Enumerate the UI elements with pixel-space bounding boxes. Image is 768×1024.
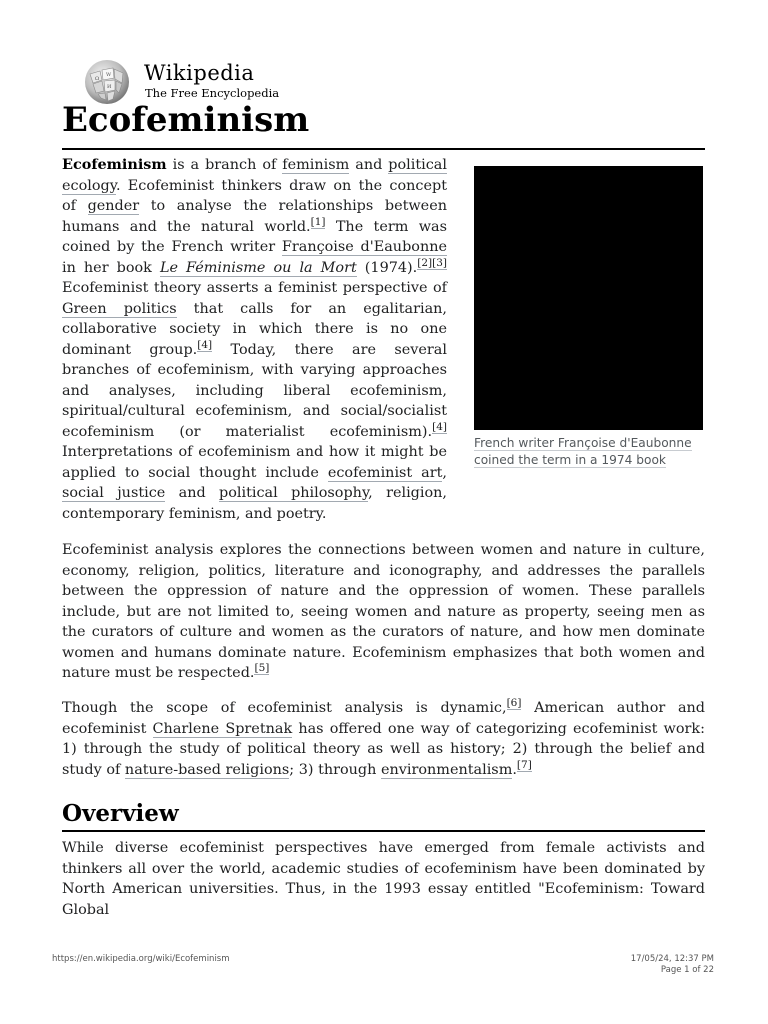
link-francoise-deaubonne[interactable]: Françoise d'Eaubonne (281, 239, 447, 255)
link-social-justice[interactable]: social justice (62, 485, 166, 501)
citation-ref[interactable]: [6] (506, 697, 522, 710)
print-footer-url: https://en.wikipedia.org/wiki/Ecofeminism (52, 954, 230, 964)
caption-line-2: coined the term in a 1974 book (474, 453, 666, 467)
citation-ref[interactable]: [3] (432, 256, 447, 269)
overview-paragraph: While diverse ecofeminist perspectives have emerged from female activists and thinkers all over the world, academic studies of ecofeminism have been dominated by North American universities. Thus, in the 1993 essay entitled "Ecofeminism: Toward Global (62, 840, 705, 918)
svg-text:W: W (106, 72, 112, 78)
link-book-title[interactable]: Le Féminisme ou la Mort (159, 259, 357, 276)
citation-ref[interactable]: [5] (254, 662, 270, 675)
portrait-image[interactable] (474, 166, 703, 430)
caption-line-1[interactable]: French writer Françoise d'Eaubonne (474, 436, 692, 450)
link-charlene-spretnak[interactable]: Charlene Spretnak (152, 720, 293, 737)
link-gender[interactable]: gender (87, 198, 140, 214)
svg-text:Ω: Ω (95, 76, 100, 82)
link-environmentalism[interactable]: environmentalism (380, 761, 513, 778)
figure-caption (474, 435, 703, 469)
section-divider (62, 830, 705, 832)
page-title: Ecofeminism (62, 100, 310, 140)
citation-ref[interactable]: [4] (197, 338, 213, 351)
link-political-ecology[interactable]: political ecology (62, 157, 447, 194)
link-ecofeminist-art[interactable]: ecofeminist art (327, 464, 443, 481)
citation-ref[interactable]: [2] (417, 256, 433, 269)
analysis-paragraph: Ecofeminist analysis explores the connections between women and nature in culture, economy, religion, politics, literature and iconography, and addresses the parallels between the oppression of nature and the oppression of women. These parallels include, but are not limited to, seeing women and nature as property, seeing men as the curators of culture and women as the curators of nature, and how men dominate women and humans dominate nature. Ecofeminism emphasizes that both women and nature must be respected.[5] (62, 542, 705, 681)
link-nature-based-religions[interactable]: nature-based religions (124, 761, 290, 778)
print-footer-meta (631, 954, 714, 976)
link-feminism[interactable]: feminism (282, 157, 350, 173)
print-datetime: 17/05/24, 12:37 PM (630, 954, 714, 964)
section-heading-overview: Overview (62, 800, 179, 827)
citation-ref[interactable]: [4] (432, 420, 447, 433)
link-political-philosophy[interactable]: political philosophy (219, 485, 369, 501)
lead-term: Ecofeminism (62, 156, 167, 173)
wikipedia-tagline: The Free Encyclopedia (145, 86, 280, 100)
citation-ref[interactable]: [7] (516, 758, 532, 771)
infobox-figure (474, 166, 703, 469)
wikipedia-logo[interactable] (82, 58, 292, 106)
title-divider (62, 148, 705, 150)
wikipedia-wordmark: Wikipedia (144, 61, 255, 85)
scope-paragraph: Though the scope of ecofeminist analysis is dynamic,[6] American author and ecofeminist Charlene Spretnak has offered one way of categorizing ecofeminist work: 1) through the study of political theory as well as history; 2) through the belief and study of nature-based religions; 3) through environmentalism.[7] (62, 697, 706, 778)
link-green-politics[interactable]: Green politics (62, 300, 177, 317)
intro-paragraph: Ecofeminism is a branch of feminism and political ecology. Ecofeminist thinkers draw on the concept of gender to analyse the relationships between humans and the natural world.[1] The term was coined by the French writer Françoise d'Eaubonne in her book Le Féminisme ou la Mort (1974).[2][3] Ecofeminist theory asserts a feminist perspective of Green politics that calls for an egalitarian, collaborative society in which there is no one dominant group.[4] Today, there are several branches of ecofeminism, with varying approaches and analyses, including liberal ecofeminism, spiritual/cultural ecofeminism, and social/socialist ecofeminism (or materialist ecofeminism).[4] Interpretations of ecofeminism and how it might be applied to social thought include ecofeminist art, social justice and political philosophy, religion, contemporary feminism, and poetry. (62, 156, 447, 522)
citation-ref[interactable]: [1] (310, 215, 326, 228)
svg-text:И: И (107, 84, 112, 90)
page-number: Page 1 of 22 (660, 965, 714, 975)
wikipedia-globe-icon (82, 58, 132, 106)
